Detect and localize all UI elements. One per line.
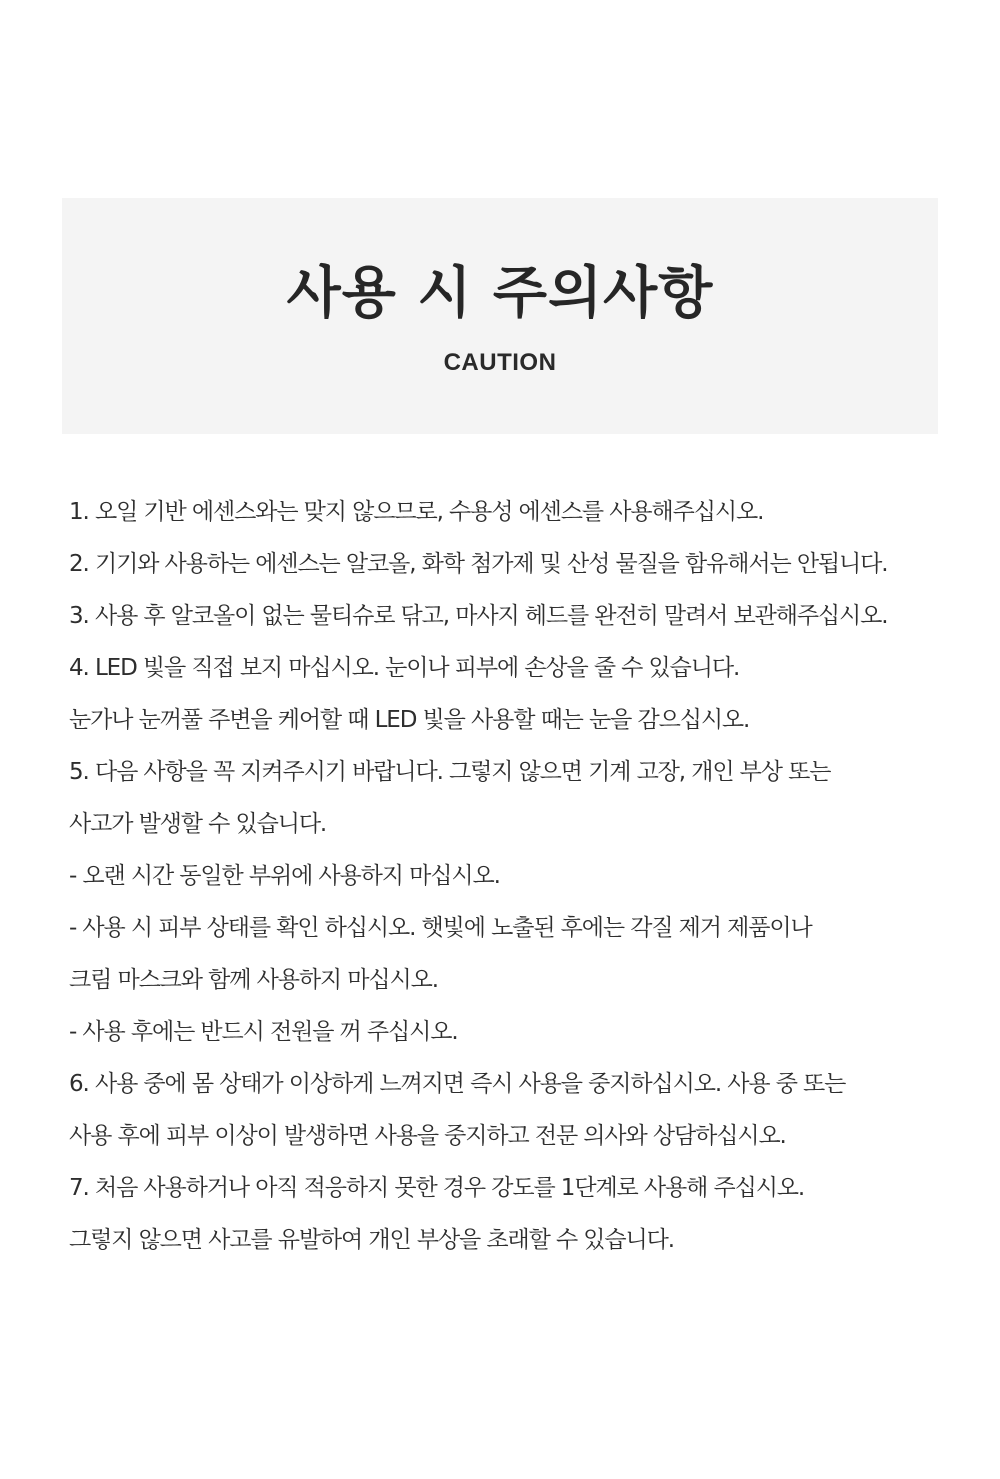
caution-subitem-skin-check: - 사용 시 피부 상태를 확인 하십시오. 햇빛에 노출된 후에는 각질 제거 제품이나 <box>69 915 812 941</box>
caution-header <box>62 198 938 434</box>
caution-item-6-continued: 사용 후에 피부 이상이 발생하면 사용을 중지하고 전문 의사와 상담하십시오. <box>69 1123 786 1149</box>
caution-subitem-same-area: - 오랜 시간 동일한 부위에 사용하지 마십시오. <box>69 863 500 889</box>
caution-item-4: 4. LED 빛을 직접 보지 마십시오. 눈이나 피부에 손상을 줄 수 있습니다. <box>69 655 740 681</box>
caution-item-4-continued: 눈가나 눈꺼풀 주변을 케어할 때 LED 빛을 사용할 때는 눈을 감으십시오. <box>69 707 750 733</box>
caution-item-6: 6. 사용 중에 몸 상태가 이상하게 느껴지면 즉시 사용을 중지하십시오. 사용 중 또는 <box>69 1071 846 1097</box>
caution-item-7-continued: 그렇지 않으면 사고를 유발하여 개인 부상을 초래할 수 있습니다. <box>69 1227 674 1253</box>
caution-item-1: 1. 오일 기반 에센스와는 맞지 않으므로, 수용성 에센스를 사용해주십시오. <box>69 499 764 525</box>
page-subtitle: CAUTION <box>443 349 557 376</box>
page-title: 사용 시 주의사항 <box>286 261 714 326</box>
caution-item-2: 2. 기기와 사용하는 에센스는 알코올, 화학 첨가제 및 산성 물질을 함유해서는 안됩니다. <box>69 551 888 577</box>
caution-item-5-continued: 사고가 발생할 수 있습니다. <box>69 811 327 837</box>
caution-item-7: 7. 처음 사용하거나 아직 적응하지 못한 경우 강도를 1단계로 사용해 주십시오. <box>69 1175 805 1201</box>
caution-subitem-power-off: - 사용 후에는 반드시 전원을 꺼 주십시오. <box>69 1019 458 1045</box>
caution-list <box>69 486 969 1266</box>
caution-subitem-skin-check-continued: 크림 마스크와 함께 사용하지 마십시오. <box>69 967 438 993</box>
caution-item-3: 3. 사용 후 알코올이 없는 물티슈로 닦고, 마사지 헤드를 완전히 말려서 보관해주십시오. <box>69 603 888 629</box>
caution-item-5: 5. 다음 사항을 꼭 지켜주시기 바랍니다. 그렇지 않으면 기계 고장, 개인 부상 또는 <box>69 759 831 785</box>
